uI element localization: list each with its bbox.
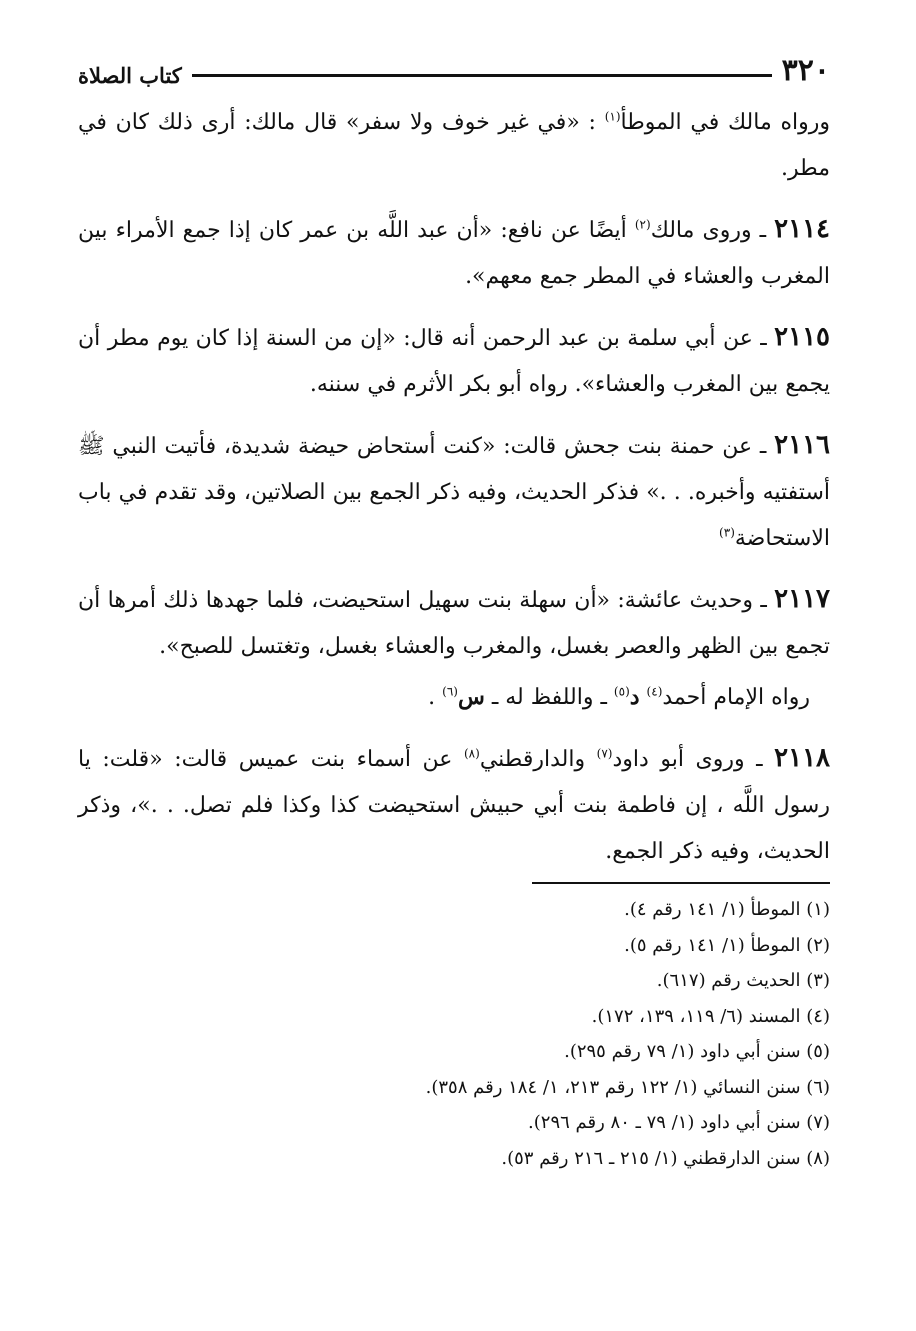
paragraph-text: : «في غير خوف ولا سفر» قال مالك: أرى ذلك كان في مطر. [78,110,830,181]
footnote-ref: (٥) [613,684,630,699]
footnote-ref: (٢) [634,217,651,232]
footnote-separator [532,882,830,884]
paragraph-text [640,685,647,710]
footnote-item: (٤) المسند (٦/ ١١٩، ١٣٩، ١٧٢). [591,1005,830,1027]
hadith-paragraph [78,735,830,875]
page-header [78,48,830,92]
paragraph-text: ـ واللفظ له ـ [484,685,614,710]
paragraph-text: ـ وحديث عائشة: «أن سهلة بنت سهيل استحيضت، فلما جهدها ذلك أمرها أن تجمع بين الظهر والعصر بغسل، والمغرب والعشاء بغسل، وتغتسل للصبح». [78,588,830,659]
hadith-paragraph [78,674,830,721]
hadith-paragraph [78,422,830,562]
footnote-item: (٨) سنن الدارقطني (١/ ٢١٥ ـ ٢١٦ رقم ٥٣). [501,1147,830,1169]
footnote-item: (٥) سنن أبي داود (١/ ٧٩ رقم ٢٩٥). [564,1041,830,1062]
footnote-ref: (٣) [719,525,735,540]
hadith-paragraph [78,576,830,670]
header-rule [192,74,772,77]
paragraph-text: ـ وروى أبو داود [612,747,775,772]
footnote-ref: (٨) [463,746,480,761]
source-abbrev: د [629,684,640,710]
paragraph-text: رواه الإمام أحمد [662,685,810,710]
footnote-ref: (٤) [646,684,663,699]
hadith-number: ٢١١٨ [774,743,830,773]
paragraph-text: ـ عن أبي سلمة بن عبد الرحمن أنه قال: «إن من السنة إذا كان يوم مطر أن يجمع بين المغرب والعشاء». رواه أبو بكر الأثرم في سننه. [78,326,830,397]
footnote-item: (٢) الموطأ (١/ ١٤١ رقم ٥). [624,934,830,956]
footnote-ref: (٧) [596,746,613,761]
paragraph-text: ـ عن حمنة بنت جحش قالت: «كنت أستحاض حيضة شديدة، فأتيت النبي ﷺ أستفتيه وأخبره. . .» فذكر الحديث، وفيه ذكر الجمع بين الصلاتين، وقد تقدم في باب الاستحاضة [78,434,830,551]
footnote-ref: (١) [604,109,621,124]
hadith-number: ٢١١٦ [774,430,830,460]
footnote-item: (٦) سنن النسائي (١/ ١٢٢ رقم ٢١٣، ١/ ١٨٤ رقم ٣٥٨). [425,1076,830,1098]
paragraph-text: والدارقطني [479,747,597,772]
footnote-item: (١) الموطأ (١/ ١٤١ رقم ٤). [624,899,830,920]
page-number: ٣٢٠ [781,52,830,88]
hadith-number: ٢١١٥ [774,322,830,352]
paragraph-text: ورواه مالك في الموطأ [620,110,831,135]
hadith-number: ٢١١٧ [774,584,830,614]
paragraph-text: أيضًا عن نافع: «أن عبد اللَّه بن عمر كان إذا جمع الأمراء بين المغرب والعشاء في المطر جمع معهم». [78,218,830,289]
hadith-number: ٢١١٤ [774,214,830,244]
hadith-paragraph [78,206,830,300]
paragraph-text: عن أسماء بنت عميس قالت: «قلت: يا رسول اللَّه ، إن فاطمة بنت أبي حبيش استحيضت كذا وكذا فلم تصل. . .»، وذكر الحديث، وفيه ذكر الجمع. [78,747,830,864]
footnote-ref: (٦) [442,684,458,699]
source-abbrev: س [457,684,485,710]
paragraph-text: . [428,685,443,710]
paragraph-text: ـ وروى مالك [650,218,775,243]
footnote-item: (٧) سنن أبي داود (١/ ٧٩ ـ ٨٠ رقم ٢٩٦). [528,1112,830,1133]
hadith-paragraph [78,314,830,408]
footnotes [78,892,830,1176]
footnote-item: (٣) الحديث رقم (٦١٧). [656,970,830,991]
book-title: كتاب الصلاة [78,62,182,88]
hadith-paragraph [78,100,830,192]
main-text [78,100,830,889]
